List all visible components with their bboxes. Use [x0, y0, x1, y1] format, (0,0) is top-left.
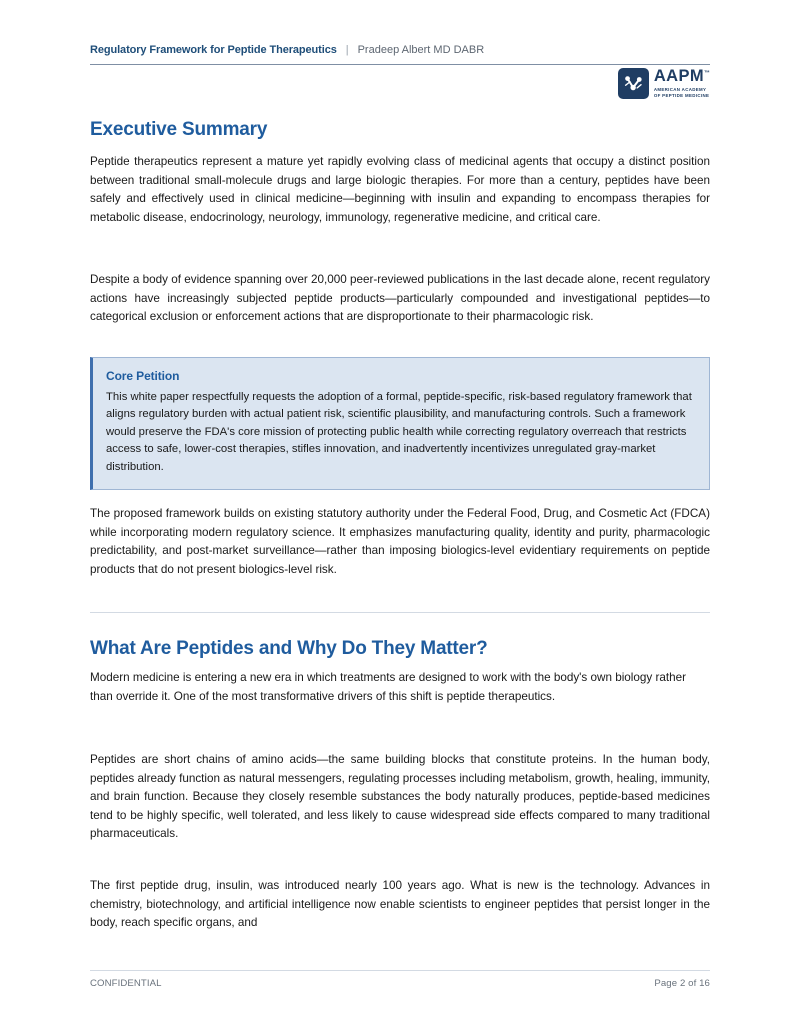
confidentiality-label: CONFIDENTIAL	[90, 978, 162, 989]
document-title: Regulatory Framework for Peptide Therapeutics	[90, 44, 337, 56]
trademark-symbol: ™	[704, 70, 710, 77]
header-separator: |	[345, 44, 349, 56]
peptide-chain-icon	[618, 68, 649, 99]
paragraph-peptides-3: The first peptide drug, insulin, was introduced nearly 100 years ago. What is new is the technology. Advances in chemistry, biotechnology, and artificial intelligence now enable scientists to engineer peptides that persist longer in the body, reach specific organs, and	[90, 879, 710, 930]
page-content-area	[90, 0, 710, 1035]
paragraph-peptides-1: Modern medicine is entering a new era in which treatments are designed to work with the body's own biology rather than override it. One of the most transformative drivers of this shift is peptide therapeutics.	[90, 671, 687, 703]
paragraph-exec-3: The proposed framework builds on existing statutory authority under the Federal Food, Drug, and Cosmetic Act (FDCA) while incorporating modern regulatory science. It emphasizes manufacturing quality, identity and purity, pharmacologic predictability, and post-market surveillance—rather than imposing biologics-level evidentiary requirements on peptide products that do not present biologics-level risk.	[90, 507, 710, 576]
callout-title: Core Petition	[106, 369, 180, 383]
paragraph-exec-2: Despite a body of evidence spanning over 20,000 peer-reviewed publications in the last decade alone, recent regulatory actions have increasingly subjected peptide products—particularly compounded and investigational peptides—to categorical exclusion or enforcement actions that are disproportionate to their pharmacologic risk.	[90, 273, 710, 324]
logo-subtitle-line-1: AMERICAN ACADEMY	[653, 86, 707, 92]
running-footer	[90, 970, 710, 989]
heading-what-are-peptides: What Are Peptides and Why Do They Matter?	[90, 638, 488, 659]
running-header	[90, 44, 710, 65]
aapm-logo	[618, 68, 710, 99]
logo-text-block	[654, 68, 710, 99]
logo-wordmark	[654, 68, 710, 85]
core-petition-callout	[90, 357, 710, 490]
callout-body: This white paper respectfully requests the adoption of a formal, peptide-specific, risk-based regulatory framework that aligns regulatory burden with actual patient risk, scientific plausibility, and manufacturing controls. Such a framework would preserve the FDA's core mission of protecting public health while correcting regulatory overreach that restricts access to safe, lower-cost therapies, stifles innovation, and inadvertently incentivizes unregulated gray-market distribution.	[106, 391, 692, 473]
document-author: Pradeep Albert MD DABR	[357, 44, 485, 56]
logo-subtitle-line-2: OF PEPTIDE MEDICINE	[653, 92, 710, 98]
paragraph-peptides-2: Peptides are short chains of amino acids—the same building blocks that constitute proteins. In the human body, peptides already function as natural messengers, regulating processes including metabolism, growth, healing, immunity, and brain function. Because they closely resemble substances the body naturally produces, peptide-based medicines tend to be highly specific, well tolerated, and less likely to cause widespread side effects compared to many traditional pharmaceuticals.	[90, 753, 710, 841]
page-number: Page 2 of 16	[654, 978, 710, 989]
logo-wordmark-text: AAPM	[653, 67, 704, 85]
paragraph-exec-1: Peptide therapeutics represent a mature yet rapidly evolving class of medicinal agents that occupy a distinct position between traditional small-molecule drugs and large biologic therapies. For more than a century, peptides have been safely and effectively used in clinical medicine—beginning with insulin and expanding to encompass therapies for metabolic disease, endocrinology, neurology, immunology, regenerative medicine, and critical care.	[90, 155, 710, 224]
heading-executive-summary: Executive Summary	[90, 119, 268, 140]
section-divider	[90, 612, 710, 613]
